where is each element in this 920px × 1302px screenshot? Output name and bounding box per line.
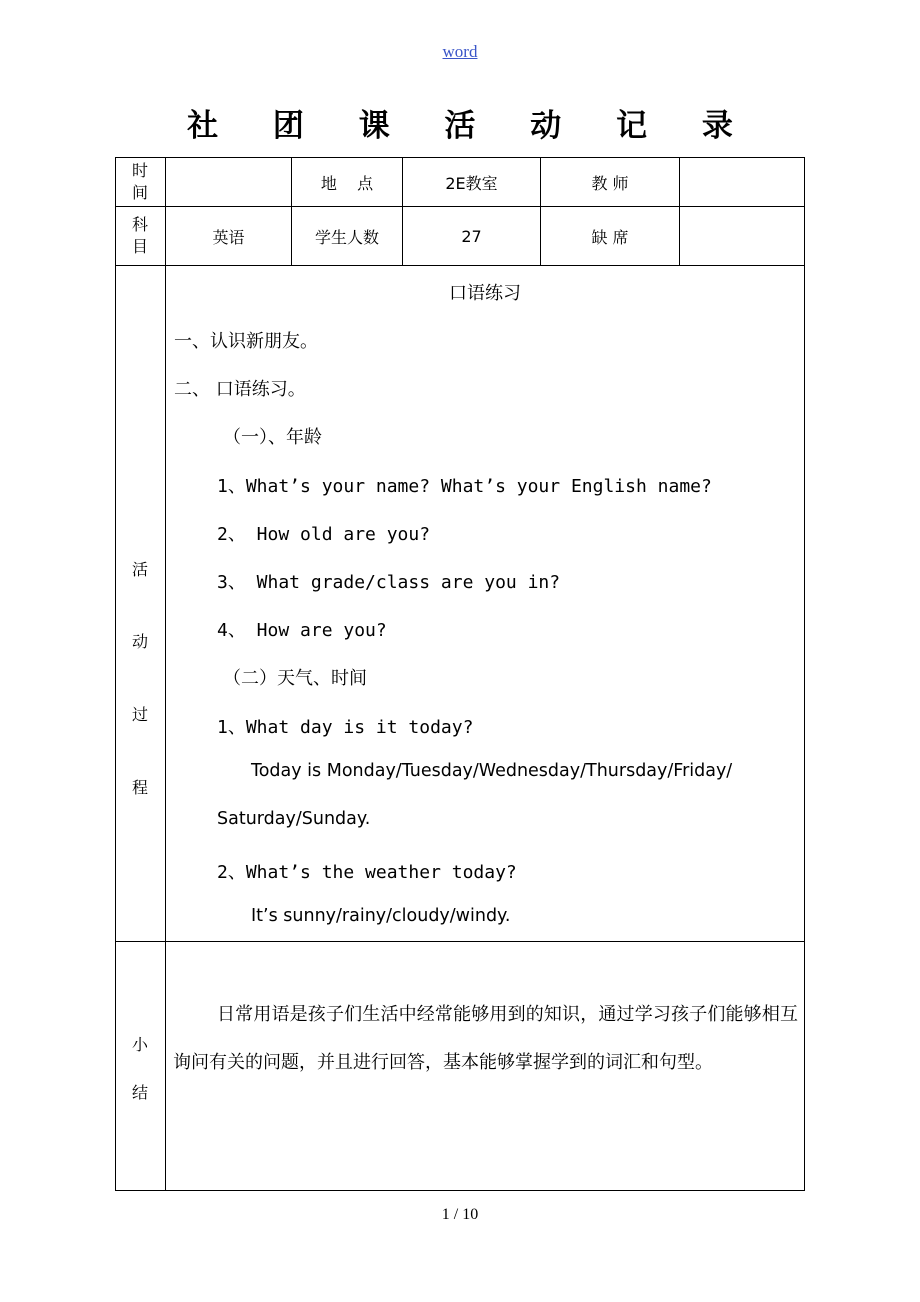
activity-line: 3、 What grade/class are you in? bbox=[217, 572, 561, 593]
absent-label: 缺 席 bbox=[591, 227, 629, 247]
subject-value: 英语 bbox=[212, 227, 245, 247]
subject-label bbox=[127, 207, 153, 265]
table-row-divider bbox=[115, 265, 805, 266]
activity-line: 2、What’s the weather today? bbox=[217, 862, 517, 883]
teacher-label: 教 师 bbox=[591, 173, 629, 193]
activity-line: 一、认识新朋友。 bbox=[174, 331, 318, 352]
activity-line: 二、 口语练习。 bbox=[174, 379, 306, 400]
summary-text: 日常用语是孩子们生活中经常能够用到的知识，通过学习孩子们能够相互询问有关的问题，并且进行回答，基本能够掌握学到的词汇和句型。 bbox=[173, 1004, 798, 1073]
summary-side-label-2: 结 bbox=[131, 1083, 148, 1102]
activity-line: 4、 How are you? bbox=[217, 620, 387, 641]
activity-side-label-3: 过 bbox=[131, 705, 148, 724]
record-table bbox=[115, 157, 805, 1191]
activity-line: It’s sunny/rainy/cloudy/windy. bbox=[251, 906, 511, 926]
subject-label-text: 科目 bbox=[132, 215, 149, 256]
time-label-text: 时间 bbox=[132, 161, 149, 202]
activity-side-label-1: 活 bbox=[131, 560, 148, 579]
activity-side-label-2: 动 bbox=[131, 632, 148, 651]
table-col-divider bbox=[165, 157, 166, 1191]
absent-value bbox=[680, 207, 804, 265]
activity-line: 1、What day is it today? bbox=[217, 717, 474, 738]
activity-line: 2、 How old are you? bbox=[217, 524, 431, 545]
students-label: 学生人数 bbox=[314, 227, 379, 247]
activity-line: 1、What’s your name? What’s your English name? bbox=[217, 476, 712, 497]
page-number: 1 / 10 bbox=[441, 1206, 479, 1223]
summary-side-label-1: 小 bbox=[131, 1035, 148, 1054]
activity-line: （一）、年龄 bbox=[223, 427, 322, 448]
activity-line: Saturday/Sunday. bbox=[217, 809, 371, 829]
header-word-link[interactable]: word bbox=[442, 42, 478, 61]
place-value: 2E教室 bbox=[445, 173, 498, 193]
teacher-value bbox=[680, 158, 804, 206]
activity-heading: 口语练习 bbox=[449, 283, 521, 304]
table-row-divider bbox=[115, 941, 805, 942]
activity-line: （二）天气、时间 bbox=[223, 668, 367, 689]
time-value bbox=[166, 158, 291, 206]
place-label bbox=[292, 158, 402, 206]
table-border-bottom bbox=[115, 1190, 805, 1191]
time-label bbox=[127, 158, 153, 206]
activity-line: Today is Monday/Tuesday/Wednesday/Thursday/Friday/ bbox=[251, 761, 733, 781]
students-value: 27 bbox=[461, 226, 482, 246]
table-border-right bbox=[804, 157, 805, 1191]
activity-side-label-4: 程 bbox=[131, 778, 148, 797]
page-title: 社 团 课 活 动 记 录 bbox=[187, 108, 755, 144]
place-label-text: 地 点 bbox=[320, 173, 374, 193]
